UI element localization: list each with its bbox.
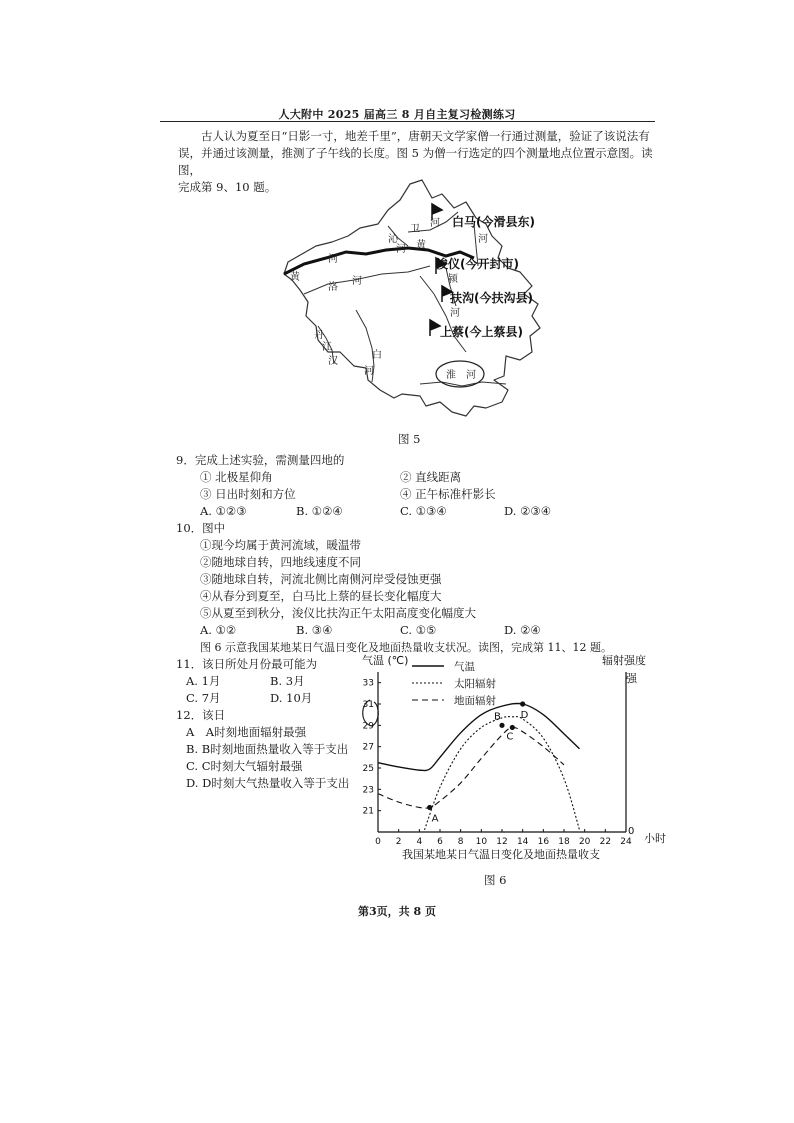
- chart-y-tick-label: 23: [362, 785, 374, 796]
- river-label-ying: 颍: [448, 274, 458, 285]
- river-label-qin: 沁: [388, 234, 398, 245]
- chart-x-tick-label: 18: [558, 837, 570, 847]
- river-label-qin-he: 河: [396, 244, 406, 255]
- chart-y-tick-label: 21: [362, 806, 374, 817]
- chart-x-tick-label: 6: [437, 837, 443, 847]
- river-label-huai: 淮 河: [446, 370, 476, 381]
- chart-point-D: [520, 701, 525, 706]
- q11-choice-c[interactable]: C. 7月: [186, 691, 221, 705]
- river-label-he-1: 河: [328, 254, 338, 265]
- river-label-ying-he: 河: [450, 308, 460, 319]
- river-label-dan: 丹: [314, 330, 324, 341]
- q9-item-1: ① 北极星仰角: [200, 470, 273, 484]
- chart-point-label-A: A: [431, 813, 439, 825]
- intro-line-3: 完成第 9、10 题。: [178, 180, 277, 194]
- luo-river: [304, 266, 430, 294]
- chart-legend-label: 地面辐射: [454, 695, 496, 707]
- river-label-han: 汉: [328, 356, 338, 367]
- river-label-bai: 白: [372, 350, 382, 361]
- chart-y-tick-label: 31: [362, 700, 374, 710]
- q9-stem: 9．完成上述实验，需测量四地的: [176, 453, 345, 467]
- q10-stem: 10．图中: [176, 521, 226, 535]
- chart-x-tick-label: 2: [395, 837, 402, 847]
- header-rule: [160, 121, 655, 122]
- chart-ylabel-right: 辐射强度: [602, 654, 646, 667]
- chart-y-tick-label: 27: [362, 742, 374, 753]
- q9-item-4: ④ 正午标准杆影长: [400, 487, 496, 501]
- river-label-luo: 洛: [328, 282, 338, 293]
- chart-legend-label: 太阳辐射: [454, 678, 496, 690]
- chart-title: 我国某地某日气温日变化及地面热量收支: [402, 848, 600, 861]
- place-label-shangcai: 上蔡(今上蔡县): [440, 325, 523, 339]
- chart-caption: 图 6: [484, 873, 507, 887]
- chart-y-tick-label: 25: [362, 764, 374, 774]
- q12-choice-d[interactable]: D. D时刻大气热量收入等于支出: [186, 776, 350, 790]
- q9-item-3: ③ 日出时刻和方位: [200, 487, 296, 501]
- chart-point-label-B: B: [494, 711, 501, 723]
- intro-2: 图 6 示意我国某地某日气温日变化及地面热量收支状况。读图，完成第 11、12 题。: [200, 641, 612, 654]
- q11-choice-a[interactable]: A. 1月: [186, 674, 221, 688]
- q10-item-5: ⑤从夏至到秋分，浚仪比扶沟正午太阳高度变化幅度大: [200, 606, 476, 620]
- river-label-jiang: 江: [322, 342, 332, 353]
- chart-x-tick-label: 8: [457, 837, 464, 847]
- river-label-east-he: 河: [478, 234, 488, 245]
- place-label-fugou: 扶沟(今扶沟县): [450, 291, 533, 305]
- q10-item-4: ④从春分到夏至，白马比上蔡的昼长变化幅度大: [200, 589, 442, 603]
- chart-x-tick-label: 20: [578, 837, 591, 847]
- q10-choice-a[interactable]: A. ①②: [200, 623, 237, 637]
- q9-item-2: ② 直线距离: [400, 470, 462, 484]
- river-label-huang-1: 黄: [290, 272, 300, 283]
- chart-point-C: [510, 725, 515, 730]
- map-figure-5: [270, 176, 560, 426]
- chart-x-tick-label: 0: [375, 837, 381, 847]
- q9-choice-b[interactable]: B. ①②④: [296, 504, 343, 518]
- chart-point-label-C: C: [506, 731, 514, 743]
- q9-choice-d[interactable]: D. ②③④: [504, 504, 552, 518]
- q12-stem: 12．该日: [176, 708, 226, 722]
- chart-point-A: [427, 805, 432, 810]
- q12-choice-b[interactable]: B. B时刻地面热量收入等于支出: [186, 742, 349, 756]
- chart-ylabel: 气温 (℃): [362, 654, 409, 667]
- river-label-bai-he: 河: [364, 366, 374, 377]
- q10-item-1: ①现今均属于黄河流域，暖温带: [200, 538, 361, 552]
- page-footer: 第3页，共 8 页: [358, 905, 436, 918]
- chart-figure-6: [350, 652, 670, 866]
- chart-x-tick-label: 4: [416, 837, 423, 847]
- q11-choice-b[interactable]: B. 3月: [270, 674, 305, 688]
- q12-choice-c[interactable]: C. C时刻大气辐射最强: [186, 759, 303, 773]
- chart-series-line-0: [378, 703, 580, 770]
- chart-ylabel-right-strong: 强: [626, 672, 637, 685]
- river-label-luo-he: 河: [352, 276, 362, 287]
- q11-stem: 11．该日所处月份最可能为: [176, 657, 318, 671]
- intro-line-2: 误，并通过该测量，推测了子午线的长度。图 5 为僧一行选定的四个测量地点位置示意图。读图，: [178, 146, 653, 177]
- q11-choice-d[interactable]: D. 10月: [270, 691, 313, 705]
- q9-choice-c[interactable]: C. ①③④: [400, 504, 447, 518]
- river-label-huang-2: 黄: [416, 240, 426, 251]
- q10-choice-c[interactable]: C. ①⑤: [400, 623, 437, 637]
- q12-choice-a[interactable]: A A时刻地面辐射最强: [186, 725, 307, 739]
- intro-line-1: 古人认为夏至日“日影一寸，地差千里”，唐朝天文学家僧一行通过测量，验证了该说法有: [201, 129, 650, 143]
- chart-y-tick-label: 29: [362, 721, 374, 732]
- chart-point-label-D: D: [520, 710, 529, 721]
- huai-river: [420, 382, 506, 386]
- chart-x-tick-label: 24: [620, 837, 632, 847]
- q10-choice-d[interactable]: D. ②④: [504, 623, 541, 637]
- river-label-wei-he: 河: [430, 218, 440, 229]
- chart-x-tick-label: 12: [496, 837, 508, 847]
- place-label-baima: 白马(今滑县东): [452, 215, 535, 229]
- q10-item-3: ③随地球自转，河流北侧比南侧河岸受侵蚀更强: [200, 572, 442, 586]
- map-caption: 图 5: [398, 432, 421, 446]
- chart-xlabel: 小时: [644, 832, 666, 845]
- chart-point-B: [499, 723, 504, 728]
- page-header: 人大附中 2025 届高三 8 月自主复习检测练习: [278, 108, 516, 121]
- q10-item-2: ②随地球自转，四地线速度不同: [200, 555, 361, 569]
- flag-icon-shangcai: [430, 320, 440, 336]
- chart-x-tick-label: 14: [516, 837, 529, 847]
- q9-choice-a[interactable]: A. ①②③: [200, 504, 247, 518]
- river-label-wei: 卫: [410, 224, 420, 235]
- chart-x-tick-label: 10: [475, 837, 488, 847]
- chart-y-tick-label: 33: [362, 678, 374, 689]
- chart-x-tick-label: 22: [599, 837, 612, 847]
- q10-choice-b[interactable]: B. ③④: [296, 623, 333, 637]
- place-label-junyi: 浚仪(今开封市): [436, 257, 519, 271]
- chart-series-line-1: [425, 717, 580, 830]
- chart-x-tick-label: 16: [537, 837, 550, 847]
- chart-legend-label: 气温: [454, 661, 475, 673]
- chart-right-zero: 0: [628, 826, 635, 837]
